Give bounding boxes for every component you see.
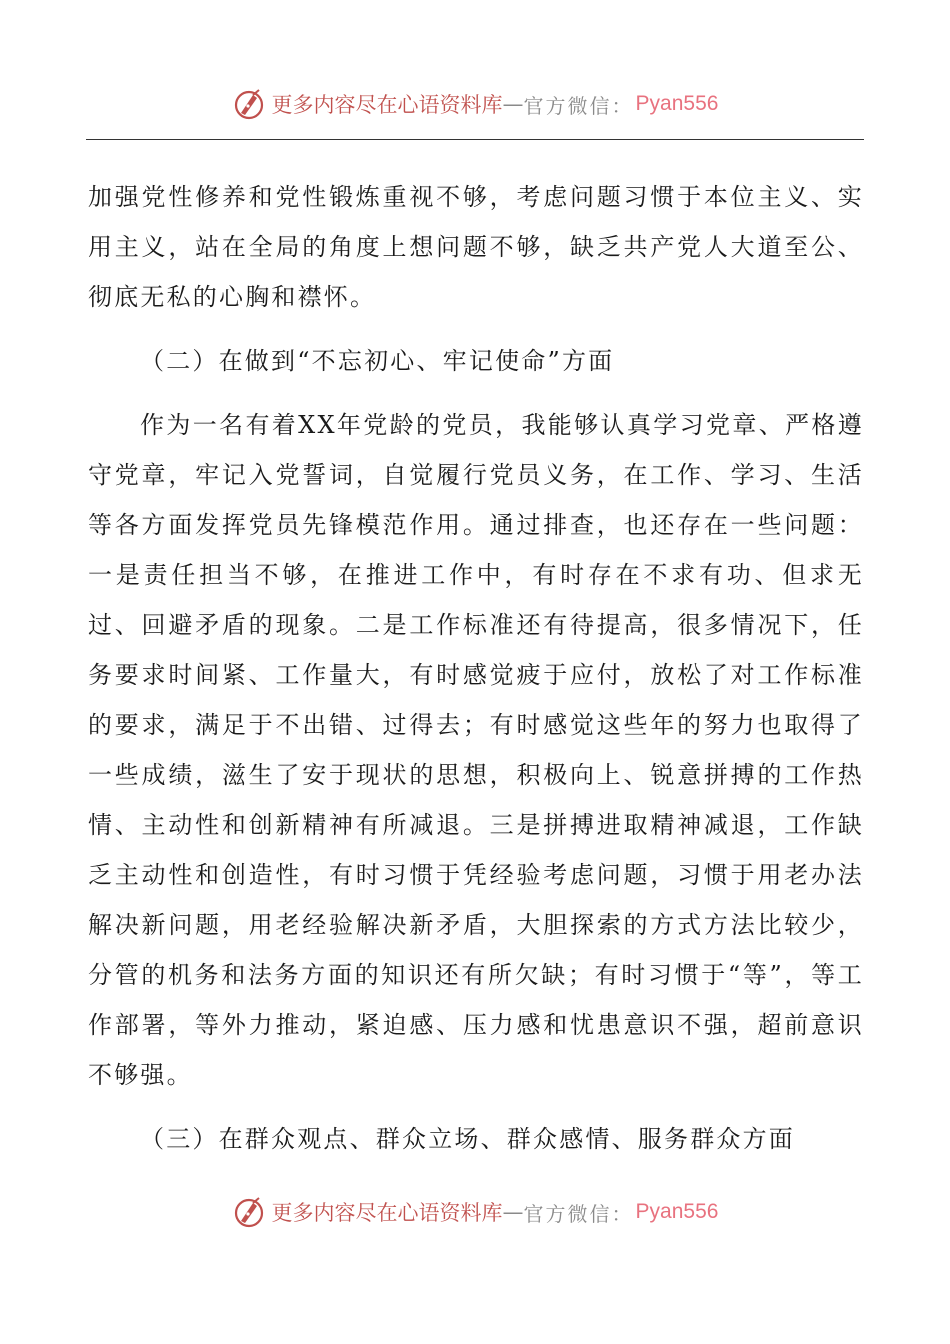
watermark-site-text: 更多内容尽在心语资料库 — [271, 93, 503, 117]
watermark-wechat-label: 官方微信： — [523, 1201, 634, 1226]
section-heading-2: （二）在做到“不忘初心、牢记使命”方面 — [140, 347, 615, 375]
document-body — [88, 172, 864, 1178]
paragraph-section-2: 作为一名有着XX年党龄的党员，我能够认真学习党章、严格遵守党章，牢记入党誓词，自觉履行党员义务，在工作、学习、生活等各方面发挥党员先锋模范作用。通过排查，也还存在一些问题：一是责任担当不够，在推进工作中，有时存在不求有功、但求无过、回避矛盾的现象。二是工作标准还有待提高，很多情况下，任务要求时间紧、工作量大，有时感觉疲于应付，放松了对工作标准的要求，满足于不出错、过得去；有时感觉这些年的努力也取得了一些成绩，滋生了安于现状的思想，积极向上、锐意拼搏的工作热情、主动性和创新精神有所减退。三是拼搏进取精神减退，工作缺乏主动性和创造性，有时习惯于凭经验考虑问题，习惯于用老办法解决新问题，用老经验解决新矛盾，大胆探索的方式方法比较少，分管的机务和法务方面的知识还有所欠缺；有时习惯于“等”，等工作部署，等外力推动，紧迫感、压力感和忧患意识不强，超前意识不够强。 — [88, 411, 864, 1089]
watermark-dash: — — [502, 92, 524, 116]
page-header — [0, 84, 950, 124]
watermark-wechat-label: 官方微信： — [523, 93, 634, 118]
pen-nib-logo-icon — [232, 87, 266, 121]
watermark-wechat-id: Pyan556 — [635, 92, 719, 115]
paragraph-continued: 加强党性修养和党性锻炼重视不够，考虑问题习惯于本位主义、实用主义，站在全局的角度上想问题不够，缺乏共产党人大道至公、彻底无私的心胸和襟怀。 — [88, 183, 864, 311]
page-footer — [0, 1192, 950, 1232]
watermark-brand-footer — [232, 1195, 719, 1229]
watermark-dash: — — [502, 1200, 524, 1224]
section-heading-3: （三）在群众观点、群众立场、群众感情、服务群众方面 — [140, 1125, 795, 1153]
watermark-site-text: 更多内容尽在心语资料库 — [271, 1201, 503, 1225]
watermark-wechat-id: Pyan556 — [635, 1200, 719, 1223]
watermark-brand — [232, 87, 719, 121]
header-divider — [86, 139, 864, 140]
pen-nib-logo-icon — [232, 1195, 266, 1229]
